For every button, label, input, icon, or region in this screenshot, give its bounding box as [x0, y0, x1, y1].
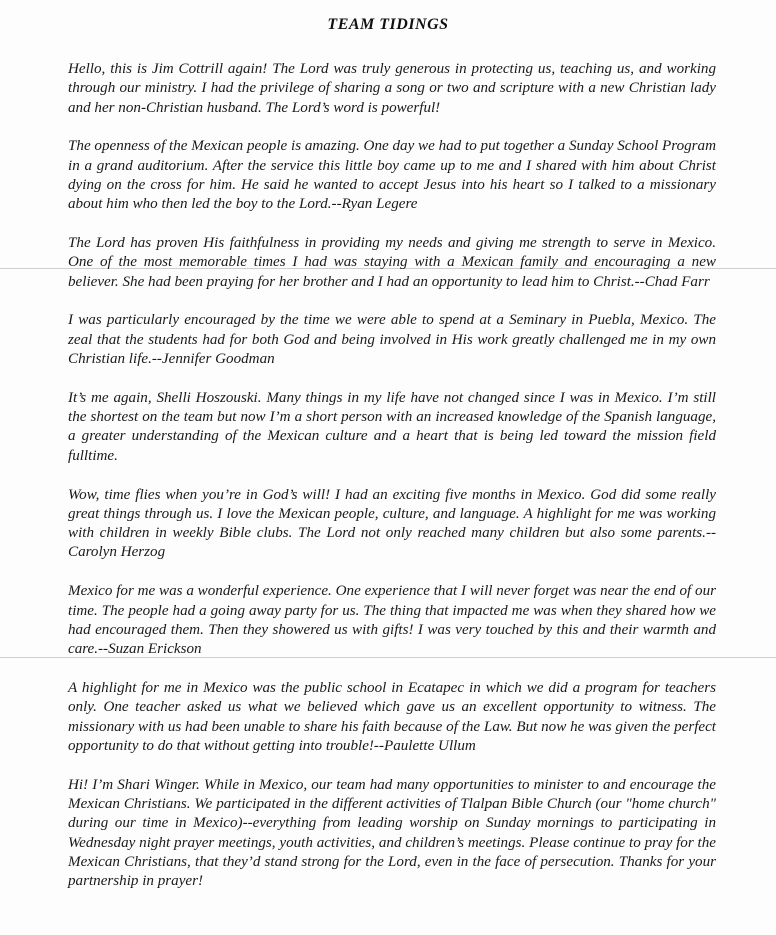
paragraph-jim-cottrill: Hello, this is Jim Cottrill again! The Lord was truly generous in protecting us, teaching us, and working through our ministry. I had the privilege of sharing a song or two and scripture with a new Christian lady and her non-Christian husband. The Lord’s word is powerful!: [68, 61, 716, 116]
paragraph-ryan-legere: The openness of the Mexican people is amazing. One day we had to put together a Sunday School Program in a grand auditorium. After the service this little boy came up to me and I shared with him about Christ dying on the cross for him. He said he wanted to accept Jesus into his heart so I talked to a missionary about him who then led the boy to the Lord.--Ryan Legere: [68, 138, 716, 213]
paragraph-chad-farr: The Lord has proven His faithfulness in providing my needs and giving me strength to serve in Mexico. One of the most memorable times I had was staying with a Mexican family and encouraging a new believer. She had been praying for her brother and I had an opportunity to lead him to Christ.--Chad Farr: [68, 235, 716, 290]
paragraph-suzan-erickson: Mexico for me was a wonderful experience. One experience that I will never forget was near the end of our time. The people had a going away party for us. The thing that impacted me was when they shared how we had encouraged them. Then they showered us with gifts! I was very touched by this and their warmth and care.--Suzan Erickson: [68, 583, 716, 658]
paragraph-shari-winger: Hi! I’m Shari Winger. While in Mexico, our team had many opportunities to minister to and encourage the Mexican Christians. We participated in the different activities of Tlalpan Bible Church (our "home church" during our time in Mexico)--everything from leading worship on Sunday mornings to participating in Wednesday night prayer meetings, youth activities, and children’s meetings. Please continue to pray for the Mexican Christians, that they’d stand strong for the Lord, even in the face of persecution. Thanks for your partnership in prayer!: [68, 776, 716, 890]
paragraph-jennifer-goodman: I was particularly encouraged by the time we were able to spend at a Seminary in Puebla, Mexico. The zeal that the students had for both God and being involved in His work greatly challenged me in my own Christian life.--Jennifer Goodman: [68, 312, 716, 368]
paragraph-paulette-ullum: A highlight for me in Mexico was the public school in Ecatapec in which we did a program for teachers only. One teacher asked us what we believed which gave us an excellent opportunity to witness. The missionary with us had been unable to share his faith because of the Law. But now he was given the perfect opportunity to do that without getting into trouble!--Paulette Ullum: [68, 679, 716, 754]
article-body: [68, 60, 716, 911]
paragraph-shelli-hoszouski: It’s me again, Shelli Hoszouski. Many things in my life have not changed since I was in Mexico. I’m still the shortest on the team but now I’m a short person with an increased knowledge of the Spanish language, a greater understanding of the Mexican culture and a heart that is being led toward the mission field fulltime.: [68, 389, 716, 464]
paragraph-carolyn-herzog: Wow, time flies when you’re in God’s will! I had an exciting five months in Mexico. God did some really great things through us. I love the Mexican people, culture, and language. A highlight for me was working with children in weekly Bible clubs. The Lord not only reached many children but also some parents.--Carolyn Herzog: [68, 486, 716, 561]
page-title: TEAM TIDINGS: [327, 16, 449, 33]
